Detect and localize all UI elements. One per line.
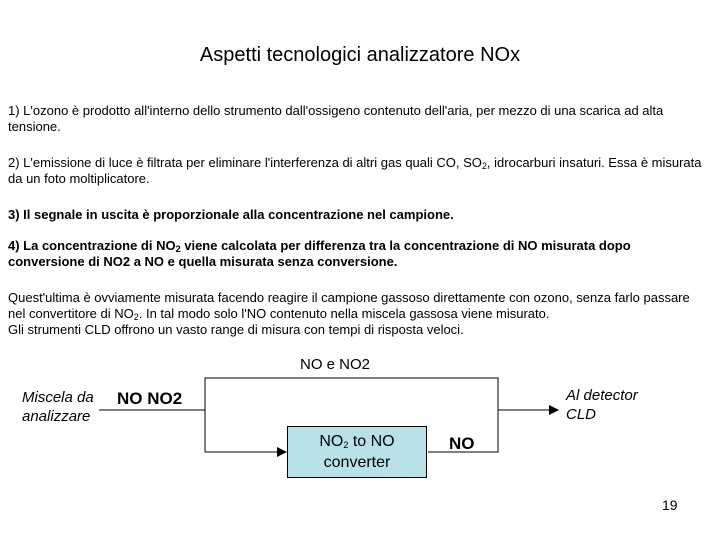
- input-label-line: analizzare: [22, 408, 91, 425]
- output-label: [566, 386, 638, 424]
- paragraph-text: viene calcolata per differenza tra la concentrazione di NO misurata dopo conversione di NO2 a NO e quella misurata senza conversione.: [8, 238, 631, 269]
- subscript: 2: [481, 161, 487, 171]
- paragraph-ozone: 1) L'ozono è prodotto all'interno dello strumento dall'ossigeno contenuto dell'aria, per mezzo di una scarica ad alta tensione.: [8, 103, 664, 134]
- converter-label: converter: [323, 454, 391, 471]
- subscript: 2: [133, 312, 139, 322]
- output-label-line: Al detector: [566, 387, 638, 404]
- paragraph-text: Gli strumenti CLD offrono un vasto range di misura con tempi di risposta veloci.: [8, 322, 464, 337]
- output-label-line: CLD: [566, 406, 597, 423]
- converter-label: NO: [319, 433, 344, 450]
- input-gas-label: NO NO2: [117, 389, 183, 408]
- converted-gas-label: NO: [449, 434, 475, 453]
- converter-box: [287, 426, 427, 478]
- subscript: 2: [343, 440, 349, 450]
- top-flow-line: [205, 378, 498, 410]
- page-title: Aspetti tecnologici analizzatore NOx: [199, 44, 521, 66]
- paragraph-text: , idrocarburi insaturi. Essa è misurata da un foto moltiplicatore.: [8, 155, 702, 186]
- paragraph-text: 4) La concentrazione di NO: [8, 238, 176, 253]
- paragraph-signal: 3) Il segnale in uscita è proporzionale alla concentrazione nel campione.: [8, 207, 454, 222]
- subscript: 2: [175, 244, 181, 254]
- paragraph-text: . In tal modo solo l'NO contenuto nella miscela gassosa viene misurato.: [138, 306, 550, 321]
- input-label-line: Miscela da: [22, 389, 94, 406]
- page-number: 19: [662, 497, 678, 513]
- paragraph-text: Quest'ultima è ovviamente misurata facendo reagire il campione gassoso direttamente con ozono, senza farlo passare nel convertitore di NO: [8, 290, 690, 321]
- top-flow-label: NO e NO2: [300, 356, 371, 373]
- input-label: [22, 388, 94, 426]
- paragraph-text: 2) L'emissione di luce è filtrata per eliminare l'interferenza di altri gas quali CO, SO: [8, 155, 482, 170]
- converter-label: to NO: [348, 433, 395, 450]
